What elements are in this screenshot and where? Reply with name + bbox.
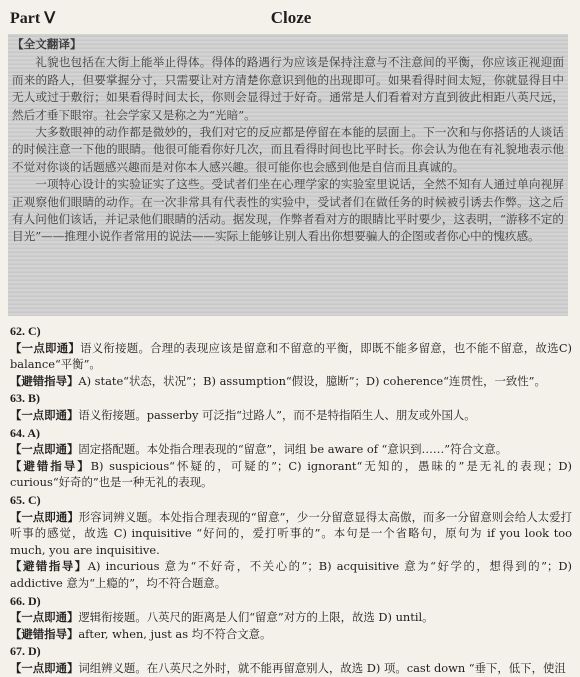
explanation-tag: 【避错指导】 <box>10 626 79 641</box>
explanation-line <box>10 660 572 677</box>
answer-list <box>10 323 572 677</box>
explanation-line <box>10 509 572 559</box>
explanation-line <box>10 441 572 458</box>
explanation-text: 词组辨义题。在八英尺之外时，就不能再留意别人，故选 D) 项。cast down “垂下，低下，使沮 <box>78 660 566 675</box>
explanation-tag: 【避错指导】 <box>10 458 91 473</box>
explanation-tag: 【避错指导】 <box>10 559 88 574</box>
explanation-line <box>10 340 572 373</box>
part-label: Part Ⅴ <box>10 10 56 27</box>
explanation-tag: 【一点即通】 <box>10 509 79 524</box>
explanation-tag: 【一点即通】 <box>10 340 81 355</box>
answer-number: 63. B) <box>10 391 40 406</box>
answer-number: 64. A) <box>10 425 40 440</box>
explanation-tag: 【一点即通】 <box>10 407 79 422</box>
answer-item <box>10 492 572 592</box>
answer-number: 65. C) <box>10 492 41 507</box>
answer-number: 62. C) <box>10 324 41 338</box>
explanation-line <box>10 458 572 491</box>
answer-number: 67. D) <box>10 644 41 659</box>
translation-tag: 【全文翻译】 <box>12 37 82 51</box>
translation-paragraph: 一项特心设计的实验证实了这些。受试者们坐在心理学家的实验室里说话，全然不知有人通过单向视屏正观察他们眼睛的动作。在一次非常具有代表性的实验中，受试者们在做任务的时候被引诱去作弊。这之后有人问他们该话，并记录他们眼睛的活动。据发现，作弊者看对方的眼睛比平时要少，这表明，“游移不定的目光”——推理小说作者常用的说法——实际上能够让别人看出你想要骗人的企图或者你心中的愧疚感。 <box>12 177 564 244</box>
translation-paragraph: 礼貌也包括在大街上能举止得体。得体的路遇行为应该是保持注意与不注意间的平衡，你应该正视迎面而来的路人，但要掌握分寸，只需要让对方清楚你意识到他的出现即可。如果看得时间太短，你就显得目中无人或过于敷衍；如果看得时间太长，你则会显得过于好奇。通常是人们看着对方直到彼此相距八英尺远，然后才垂下眼帘。社会学家又是称之为“光暗”。 <box>12 55 564 122</box>
explanation-text: 固定搭配题。本处指合理表现的“留意”，词组 be aware of “意识到……”符合文意。 <box>78 442 508 457</box>
explanation-line <box>10 373 572 390</box>
answer-item <box>10 425 572 491</box>
translation-box <box>8 34 568 316</box>
explanation-tag: 【一点即通】 <box>10 610 79 625</box>
explanation-line <box>10 626 572 643</box>
answer-item <box>10 390 572 423</box>
explanation-text: A) incurious 意为“不好奇，不关心的”；B) acquisitive 意为“好学的，想得到的”；D) addictive 意为“上瘾的”，均不符合题意。 <box>10 559 572 590</box>
explanation-line <box>10 407 572 424</box>
explanation-tag: 【一点即通】 <box>10 442 79 457</box>
explanation-text: A) state“状态，状况”；B) assumption“假设，臆断”；D) coherence“连贯性，一致性”。 <box>78 373 546 388</box>
explanation-text: 语义衔接题。passerby 可泛指“过路人”，而不是特指陌生人、朋友或外国人。 <box>78 407 476 422</box>
answer-number: 66. D) <box>10 593 41 608</box>
explanation-text: 形容词辨义题。本处指合理表现的“留意”，少一分留意显得太高傲，而多一分留意则会给人太爱打听事的感觉，故选 C) inquisitive “好问的，爱打听事的”。本句是一个省略句，原句为 if you look too much, you are inquisitive. <box>10 509 572 557</box>
explanation-tag: 【一点即通】 <box>10 660 79 675</box>
explanation-text: 语义衔接题。合理的表现应该是留意和不留意的平衡，即既不能多留意，也不能不留意，故选C) balance“平衡”。 <box>10 340 572 372</box>
answer-item <box>10 593 572 643</box>
answer-item <box>10 643 572 676</box>
translation-paragraph: 大多数眼神的动作都是微妙的，我们对它的反应都是停留在本能的层面上。下一次和与你搭话的人谈话的时候注意一下他的眼睛。他很可能看你好几次，而且看得时间也比平时长。你会认为他在有礼貌地表示他不觉对你谈的话题感兴趣而是对你本人感兴趣。很可能你也会感到他是自信而且真诚的。 <box>12 125 564 174</box>
explanation-line <box>10 558 572 591</box>
explanation-text: after, when, just as 均不符合文意。 <box>78 626 272 641</box>
explanation-line <box>10 609 572 626</box>
explanation-tag: 【避错指导】 <box>10 373 79 388</box>
explanation-text: B) suspicious“怀疑的，可疑的”；C) ignorant“无知的，愚昧的”是无礼的表现；D) curious“好奇的”也是一种无礼的表现。 <box>10 458 572 490</box>
answer-item <box>10 323 572 389</box>
explanation-text: 逻辑衔接题。八英尺的距离是人们“留意”对方的上限，故选 D) until。 <box>78 610 434 625</box>
page-header <box>10 6 572 32</box>
section-title: Cloze <box>270 8 312 27</box>
